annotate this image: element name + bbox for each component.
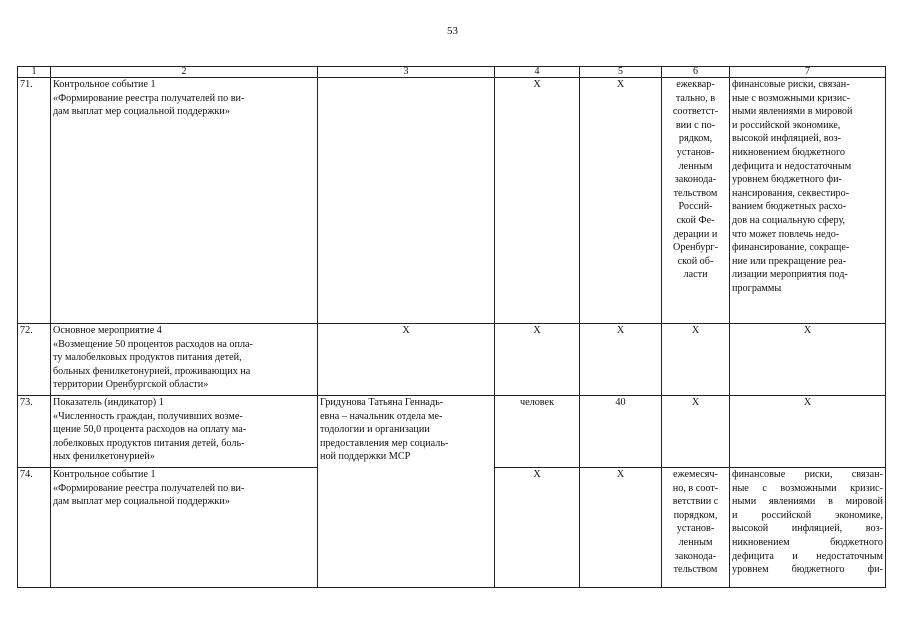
page-number: 53 <box>447 25 458 37</box>
risks-cell: X <box>730 396 886 468</box>
unit-cell: X <box>495 324 580 396</box>
activity-description: «Численность граждан, получивших возме- щение 50,0 процента расходов на оплату ма- лобелковых продуктов питания детей, боль- ных фенилкетонурией» <box>53 410 247 463</box>
risks-cell: финансовые риски, связан- ные с возможными кризис- ными явлениями в мировой и российской экономике, высокой инфляцией, воз- никновением бюджетного дефицита и недостаточным уровнем бюджетного фи- нансирования, секвестиро- ванием бюджетных расхо- дов на социальную сферу, что может повлечь недо- финансирование, сокраще- ние или прекращение реа- лизации мероприятия под- программы <box>730 78 886 324</box>
deadline-cell: ежеквар- тально, в соответст- вии с по- рядком, установ- ленным законода- тельством Россий- ской Фе- дерации и Оренбург- ской об- ласти <box>662 78 730 324</box>
deadline-cell: ежемесяч- но, в соот- ветствии с порядком, установ- ленным законода- тельством <box>662 468 730 588</box>
activity-description: «Формирование реестра получателей по ви- дам выплат мер социальной поддержки» <box>53 92 245 118</box>
activity-cell <box>51 324 318 396</box>
table-row <box>18 324 886 396</box>
deadline-cell: X <box>662 324 730 396</box>
unit-cell: X <box>495 468 580 588</box>
column-header: 1 <box>18 67 51 78</box>
activity-title: Основное мероприятие 4 <box>53 325 162 336</box>
activity-title: Показатель (индикатор) 1 <box>53 397 164 408</box>
row-number: 74. <box>18 468 51 588</box>
column-header: 2 <box>51 67 318 78</box>
responsible-cell: Гридунова Татьяна Геннадь- евна – начальник отдела ме- тодологии и организации предоставления мер социаль- ной поддержки МСР <box>318 396 495 588</box>
unit-cell: X <box>495 78 580 324</box>
value-cell: X <box>580 324 662 396</box>
program-table <box>17 66 886 588</box>
activity-cell <box>51 396 318 468</box>
column-header: 3 <box>318 67 495 78</box>
activity-title: Контрольное событие 1 <box>53 469 156 480</box>
risks-cell: финансовые риски, связан- ные с возможными кризис- ными явлениями в мировой и российской экономике, высокой инфляцией, воз- никновением бюджетного дефицита и недостаточным уровнем бюджетного фи- <box>730 468 886 588</box>
column-header: 6 <box>662 67 730 78</box>
column-number-row <box>18 67 886 78</box>
row-number: 73. <box>18 396 51 468</box>
risks-cell: X <box>730 324 886 396</box>
value-cell: 40 <box>580 396 662 468</box>
activity-description: «Формирование реестра получателей по ви- дам выплат мер социальной поддержки» <box>53 482 245 508</box>
responsible-cell: X <box>318 324 495 396</box>
deadline-cell: X <box>662 396 730 468</box>
row-number: 71. <box>18 78 51 324</box>
responsible-cell <box>318 78 495 324</box>
column-header: 7 <box>730 67 886 78</box>
column-header: 5 <box>580 67 662 78</box>
column-header: 4 <box>495 67 580 78</box>
activity-cell <box>51 468 318 588</box>
table-row <box>18 396 886 468</box>
table-row <box>18 78 886 324</box>
row-number: 72. <box>18 324 51 396</box>
activity-description: «Возмещение 50 процентов расходов на опла- ту малобелковых продуктов питания детей, больных фенилкетонурией, проживающих на территории Оренбургской области» <box>53 338 253 391</box>
activity-title: Контрольное событие 1 <box>53 79 156 90</box>
value-cell: X <box>580 468 662 588</box>
activity-cell <box>51 78 318 324</box>
unit-cell: человек <box>495 396 580 468</box>
value-cell: X <box>580 78 662 324</box>
